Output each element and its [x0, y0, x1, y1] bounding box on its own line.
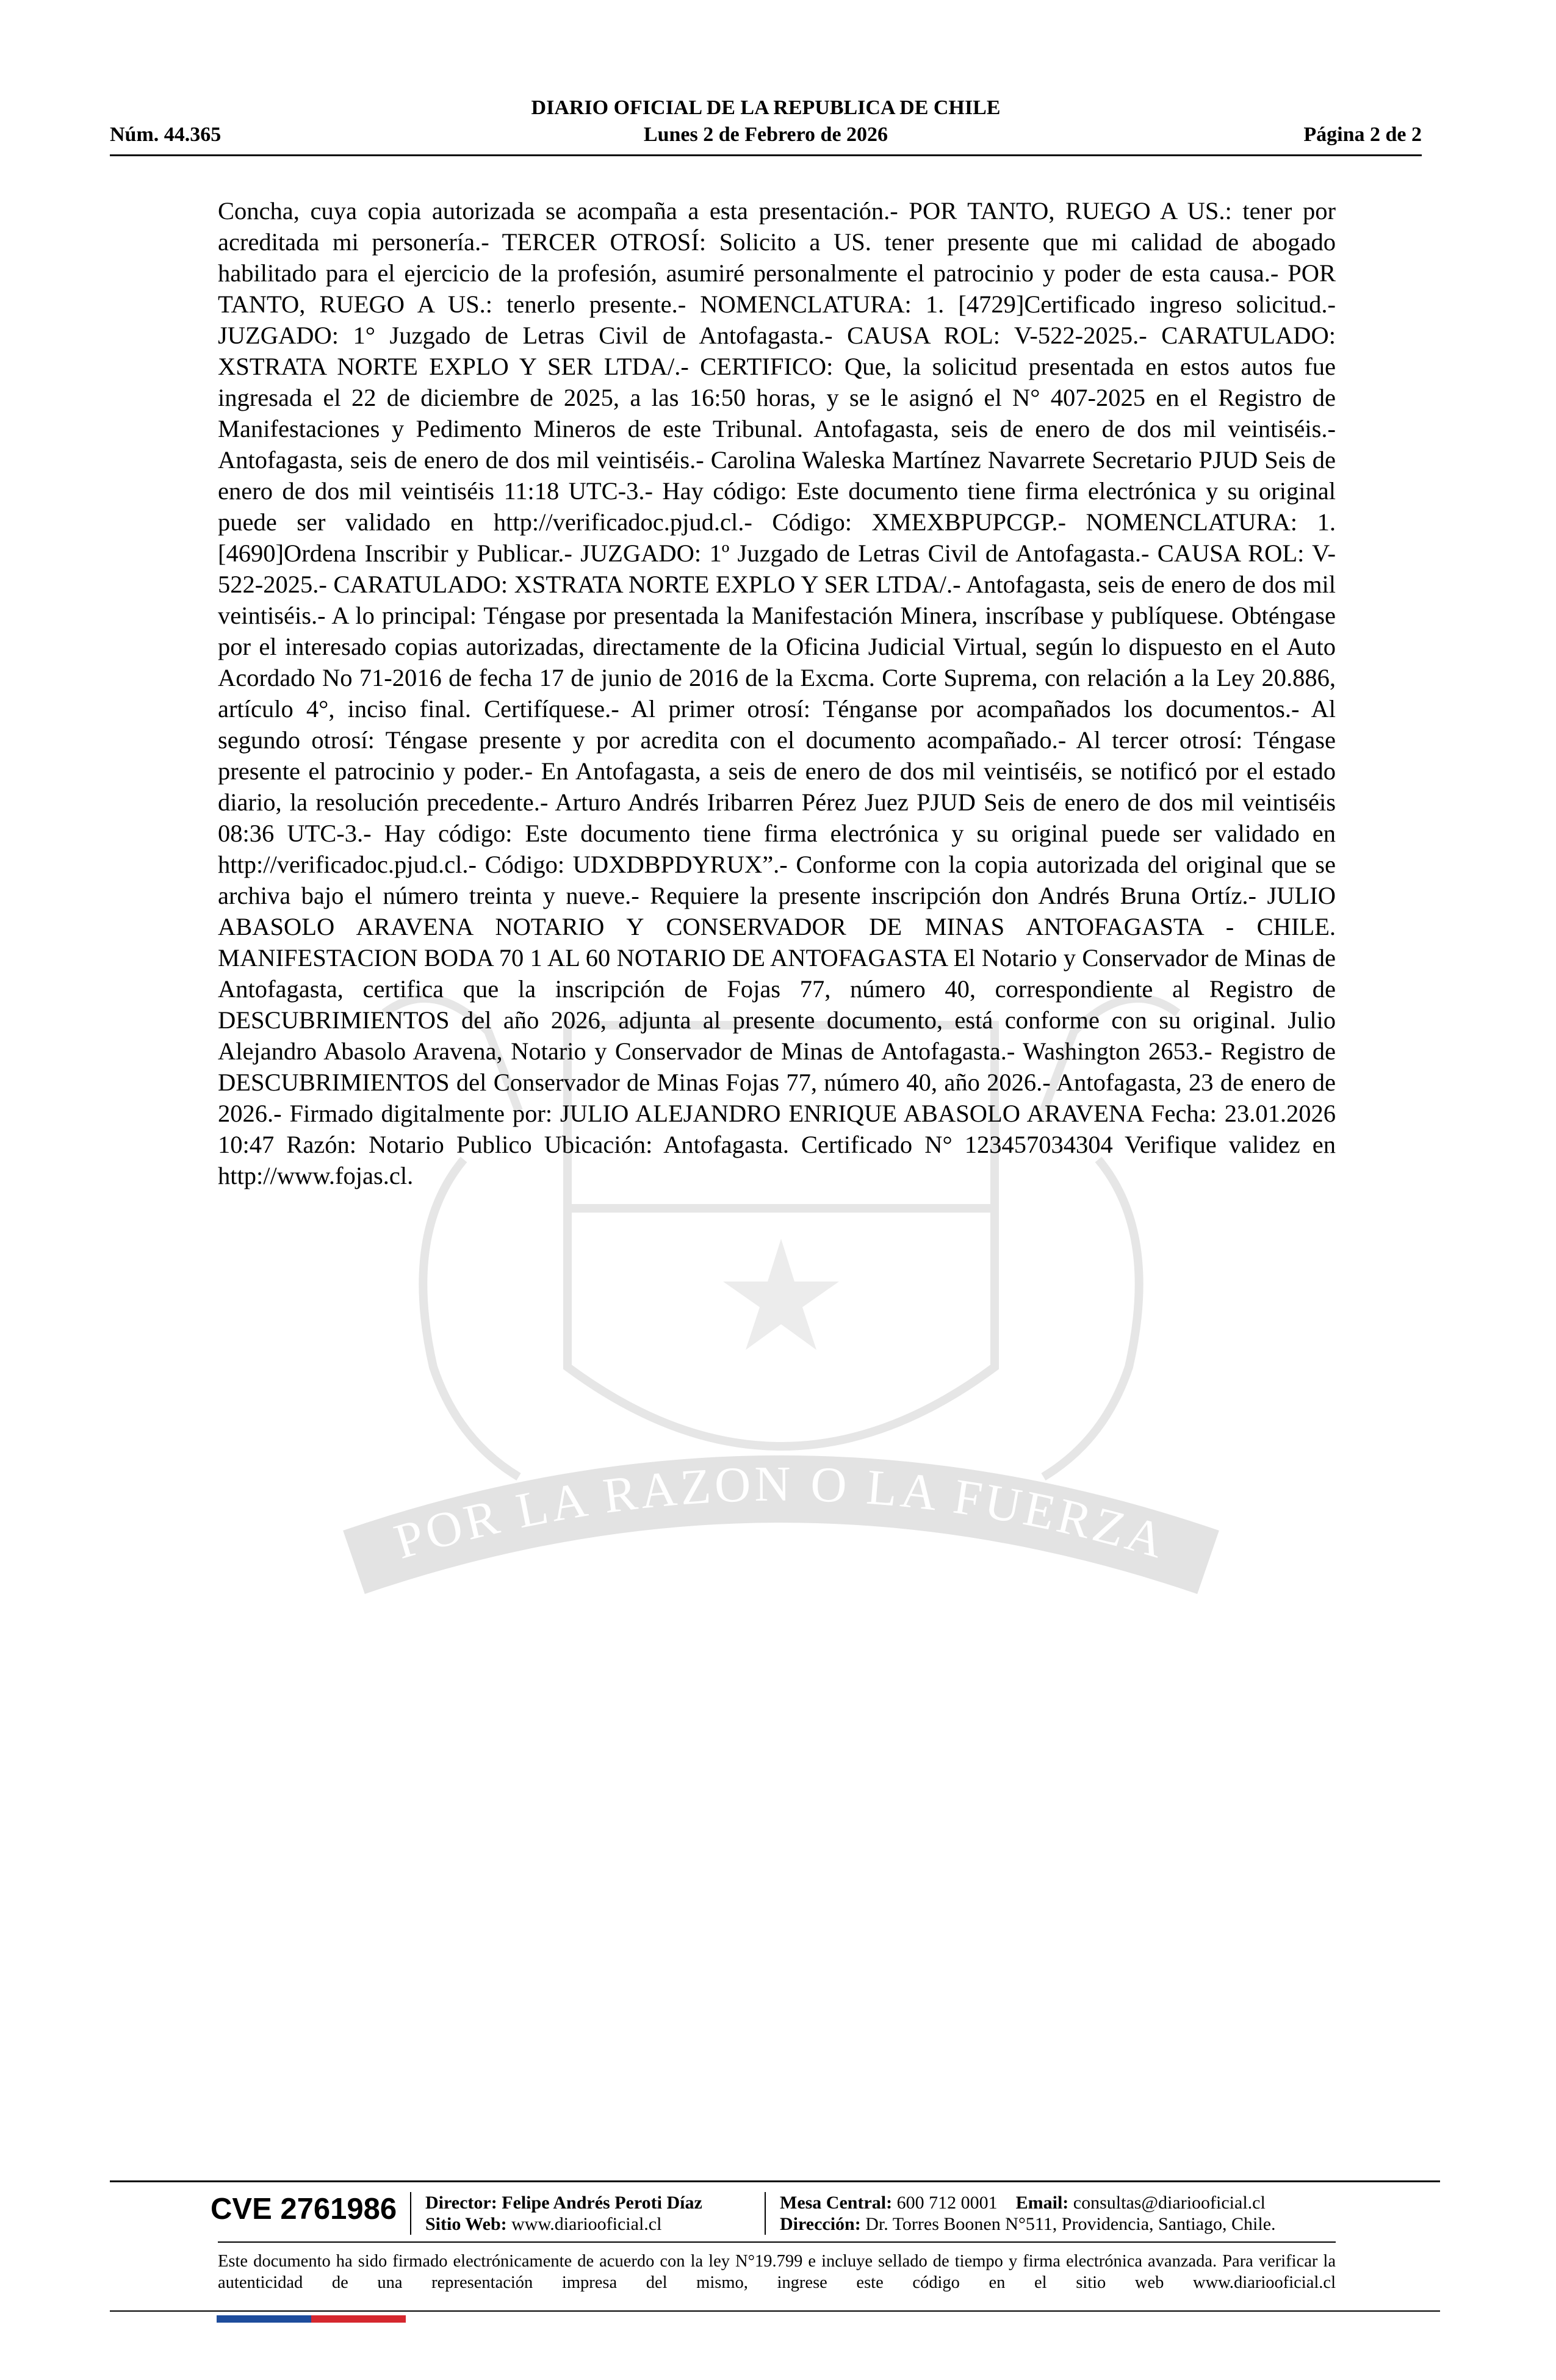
issue-number: Núm. 44.365 — [110, 123, 222, 146]
footer-director-block — [425, 2192, 702, 2235]
page-header — [110, 92, 1422, 153]
site-label: Sitio Web: — [425, 2214, 507, 2234]
flag-red-segment — [311, 2315, 406, 2323]
address-value: Dr. Torres Boonen N°511, Providencia, Santiago, Chile. — [865, 2214, 1276, 2234]
footer-separator — [765, 2192, 766, 2235]
issue-date: Lunes 2 de Febrero de 2026 — [643, 123, 888, 146]
email-label: Email: — [1015, 2193, 1069, 2213]
mesa-phone: 600 712 0001 — [896, 2193, 998, 2213]
publication-title: DIARIO OFICIAL DE LA REPUBLICA DE CHILE — [531, 96, 1001, 119]
footer-contact-block — [780, 2192, 1276, 2235]
flag-stripe — [217, 2315, 406, 2323]
site-link[interactable]: www.diariooficial.cl — [511, 2214, 662, 2234]
mesa-label: Mesa Central: — [780, 2193, 893, 2213]
page-indicator: Página 2 de 2 — [1303, 123, 1422, 146]
footer-inner-divider — [218, 2241, 1336, 2243]
address-label: Dirección: — [780, 2214, 861, 2234]
document-body: Concha, cuya copia autorizada se acompaña a esta presentación.- POR TANTO, RUEGO A US.: tener por acreditada mi personería.- TERCER OTROSÍ: Solicito a US. tener presente que mi calidad de abogado habilitado para el ejercicio de la profesión, asumiré personalmente el patrocinio y poder de esta causa.- POR TANTO, RUEGO A US.: tenerlo presente.- NOMENCLATURA: 1. [4729]Certificado ingreso solicitud.- JUZGADO: 1° Juzgado de Letras Civil de Antofagasta.- CAUSA ROL: V-522-2025.- CARATULADO: XSTRATA NORTE EXPLO Y SER LTDA/.- CERTIFICO: Que, la solicitud presentada en estos autos fue ingresada el 22 de diciembre de 2025, a las 16:50 horas, y se le asignó el N° 407-2025 en el Registro de Manifestaciones y Pedimento Mineros de este Tribunal. Antofagasta, seis de enero de dos mil veintiséis.- Antofagasta, seis de enero de dos mil veintiséis.- Carolina Waleska Martínez Navarrete Secretario PJUD Seis de enero de dos mil veintiséis 11:18 UTC-3.- Hay código: Este documento tiene firma electrónica y su original puede ser validado en http://verificadoc.pjud.cl.- Código: XMEXBPUPCGP.- NOMENCLATURA: 1. [4690]Ordena Inscribir y Publicar.- JUZGADO: 1º Juzgado de Letras Civil de Antofagasta.- CAUSA ROL: V-522-2025.- CARATULADO: XSTRATA NORTE EXPLO Y SER LTDA/.- Antofagasta, seis de enero de dos mil veintiséis.- A lo principal: Téngase por presentada la Manifestación Minera, inscríbase y publíquese. Obténgase por el interesado copias autorizadas, directamente de la Oficina Judicial Virtual, según lo dispuesto en el Auto Acordado No 71-2016 de fecha 17 de junio de 2016 de la Excma. Corte Suprema, con relación a la Ley 20.886, artículo 4°, inciso final. Certifíquese.- Al primer otrosí: Ténganse por acompañados los documentos.- Al segundo otrosí: Téngase presente y por acredita con el documento acompañado.- Al tercer otrosí: Téngase presente el patrocinio y poder.- En Antofagasta, a seis de enero de dos mil veintiséis, se notificó por el estado diario, la resolución precedente.- Arturo Andrés Iribarren Pérez Juez PJUD Seis de enero de dos mil veintiséis 08:36 UTC-3.- Hay código: Este documento tiene firma electrónica y su original puede ser validado en http://verificadoc.pjud.cl.- Código: UDXDBPDYRUX”.- Conforme con la copia autorizada del original que se archiva bajo el número treinta y nueve.- Requiere la presente inscripción don Andrés Bruna Ortíz.- JULIO ABASOLO ARAVENA NOTARIO Y CONSERVADOR DE MINAS ANTOFAGASTA - CHILE. MANIFESTACION BODA 70 1 AL 60 NOTARIO DE ANTOFAGASTA El Notario y Conservador de Minas de Antofagasta, certifica que la inscripción de Fojas 77, número 40, correspondiente al Registro de DESCUBRIMIENTOS del año 2026, adjunta al presente documento, está conforme con su original. Julio Alejandro Abasolo Aravena, Notario y Conservador de Minas de Antofagasta.- Washington 2653.- Registro de DESCUBRIMIENTOS del Conservador de Minas Fojas 77, número 40, año 2026.- Antofagasta, 23 de enero de 2026.- Firmado digitalmente por: JULIO ALEJANDRO ENRIQUE ABASOLO ARAVENA Fecha: 23.01.2026 10:47 Razón: Notario Publico Ubicación: Antofagasta. Certificado N° 123457034304 Verifique validez en http://www.fojas.cl. — [218, 197, 1336, 1189]
legal-notice: Este documento ha sido firmado electrónicamente de acuerdo con la ley N°19.799 e incluye sellado de tiempo y firma electrónica avanzada. Para verificar la autenticidad de una representación impresa del mismo, ingrese este código en el sitio web www.diariooficial.cl — [218, 2252, 1336, 2292]
flag-blue-segment — [217, 2315, 311, 2323]
footer-divider — [110, 2180, 1440, 2182]
footer-separator — [410, 2192, 411, 2235]
director-label: Director: — [425, 2193, 497, 2213]
footer-bottom-divider — [110, 2310, 1440, 2312]
header-divider — [110, 154, 1422, 156]
cve-code: CVE 2761986 — [211, 2193, 397, 2226]
email-link[interactable]: consultas@diariooficial.cl — [1073, 2193, 1266, 2213]
director-name: Felipe Andrés Peroti Díaz — [502, 2193, 702, 2213]
watermark-motto: POR LA RAZON O LA FUERZA — [388, 1455, 1174, 1570]
